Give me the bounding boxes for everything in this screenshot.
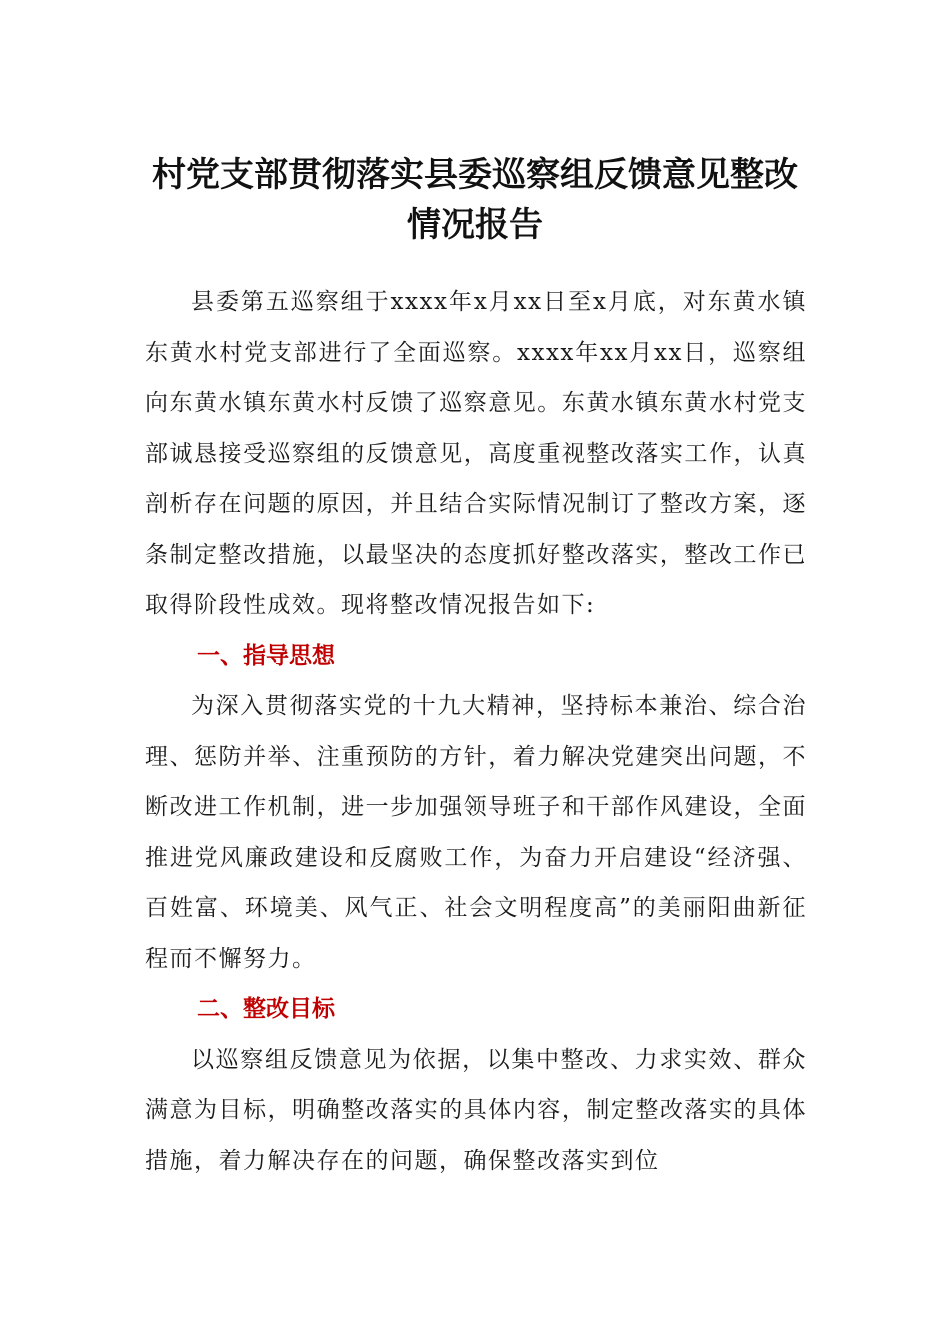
document-title: 村党支部贯彻落实县委巡察组反馈意见整改情况报告 [152, 155, 798, 245]
section-heading-rectification-goals: 二、整改目标 [197, 996, 335, 1022]
intro-paragraph: 县委第五巡察组于xxxx年x月xx日至x月底，对东黄水镇东黄水村党支部进行了全面巡察。xxxx年xx月xx日，巡察组向东黄水镇东黄水村反馈了巡察意见。东黄水镇东黄水村党支部诚恳接受巡察组的反馈意见，高度重视整改落实工作，认真剖析存在问题的原因，并且结合实际情况制订了整改方案，逐条制定整改措施，以最坚决的态度抓好整改落实，整改工作已取得阶段性成效。现将整改情况报告如下: [145, 289, 807, 618]
section-paragraph-guiding-ideology: 为深入贯彻落实党的十九大精神，坚持标本兼治、综合治理、惩防并举、注重预防的方针，着力解决党建突出问题，不断改进工作机制，进一步加强领导班子和干部作风建设，全面推进党风廉政建设和反腐败工作，为奋力开启建设“经济强、百姓富、环境美、风气正、社会文明程度高”的美丽阳曲新征程而不懈努力。 [145, 693, 807, 972]
section-heading-guiding-ideology: 一、指导思想 [197, 642, 335, 669]
document-body [145, 277, 807, 1186]
section-paragraph-rectification-goals: 以巡察组反馈意见为依据，以集中整改、力求实效、群众满意为目标，明确整改落实的具体内容，制定整改落实的具体措施，着力解决存在的问题，确保整改落实到位 [145, 1046, 807, 1174]
